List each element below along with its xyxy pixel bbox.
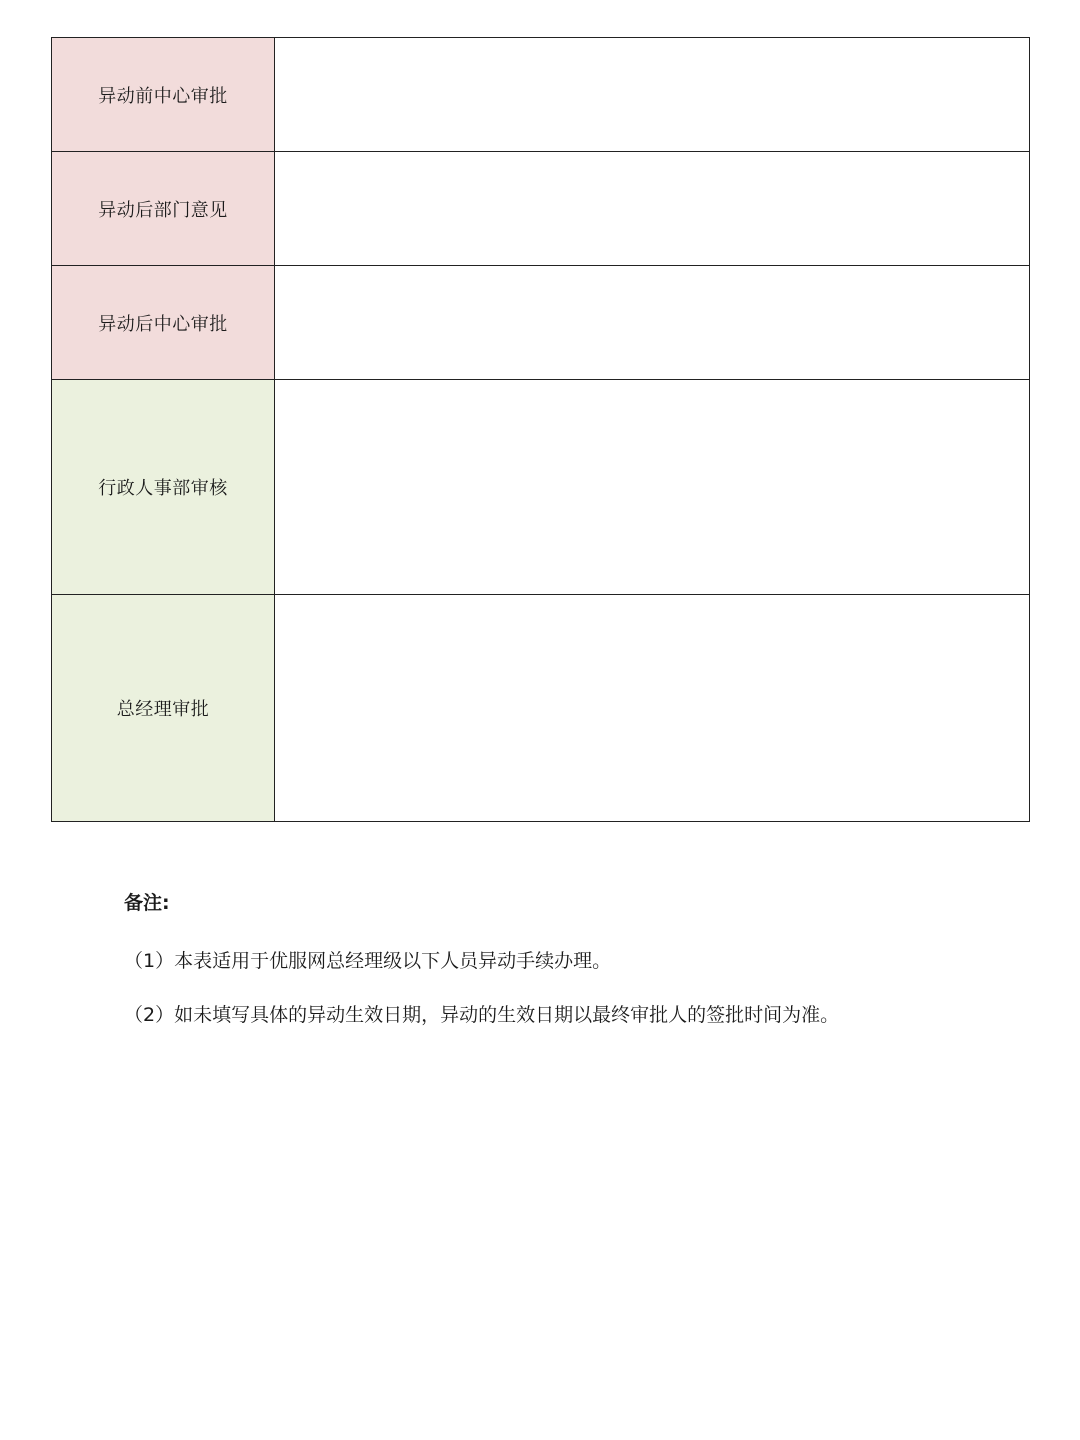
row-label-pre-transfer-center-approval: 异动前中心审批 — [52, 38, 275, 152]
row-label-general-manager-approval: 总经理审批 — [52, 595, 275, 822]
table-row — [52, 266, 1030, 380]
approval-form-table — [51, 37, 1030, 822]
row-value-post-transfer-center-approval[interactable] — [275, 266, 1030, 380]
notes-section — [124, 888, 1024, 1054]
row-label-post-transfer-center-approval: 异动后中心审批 — [52, 266, 275, 380]
table-row — [52, 595, 1030, 822]
notes-item: （1）本表适用于优服网总经理级以下人员异动手续办理。 — [124, 950, 612, 972]
table-row — [52, 380, 1030, 595]
row-value-admin-hr-review[interactable] — [275, 380, 1030, 595]
notes-item: （2）如未填写具体的异动生效日期，异动的生效日期以最终审批人的签批时间为准。 — [124, 1004, 840, 1026]
row-label-admin-hr-review: 行政人事部审核 — [52, 380, 275, 595]
row-value-post-transfer-dept-opinion[interactable] — [275, 152, 1030, 266]
row-label-post-transfer-dept-opinion: 异动后部门意见 — [52, 152, 275, 266]
table-row — [52, 38, 1030, 152]
notes-title: 备注: — [124, 892, 170, 914]
table-row — [52, 152, 1030, 266]
row-value-pre-transfer-center-approval[interactable] — [275, 38, 1030, 152]
row-value-general-manager-approval[interactable] — [275, 595, 1030, 822]
